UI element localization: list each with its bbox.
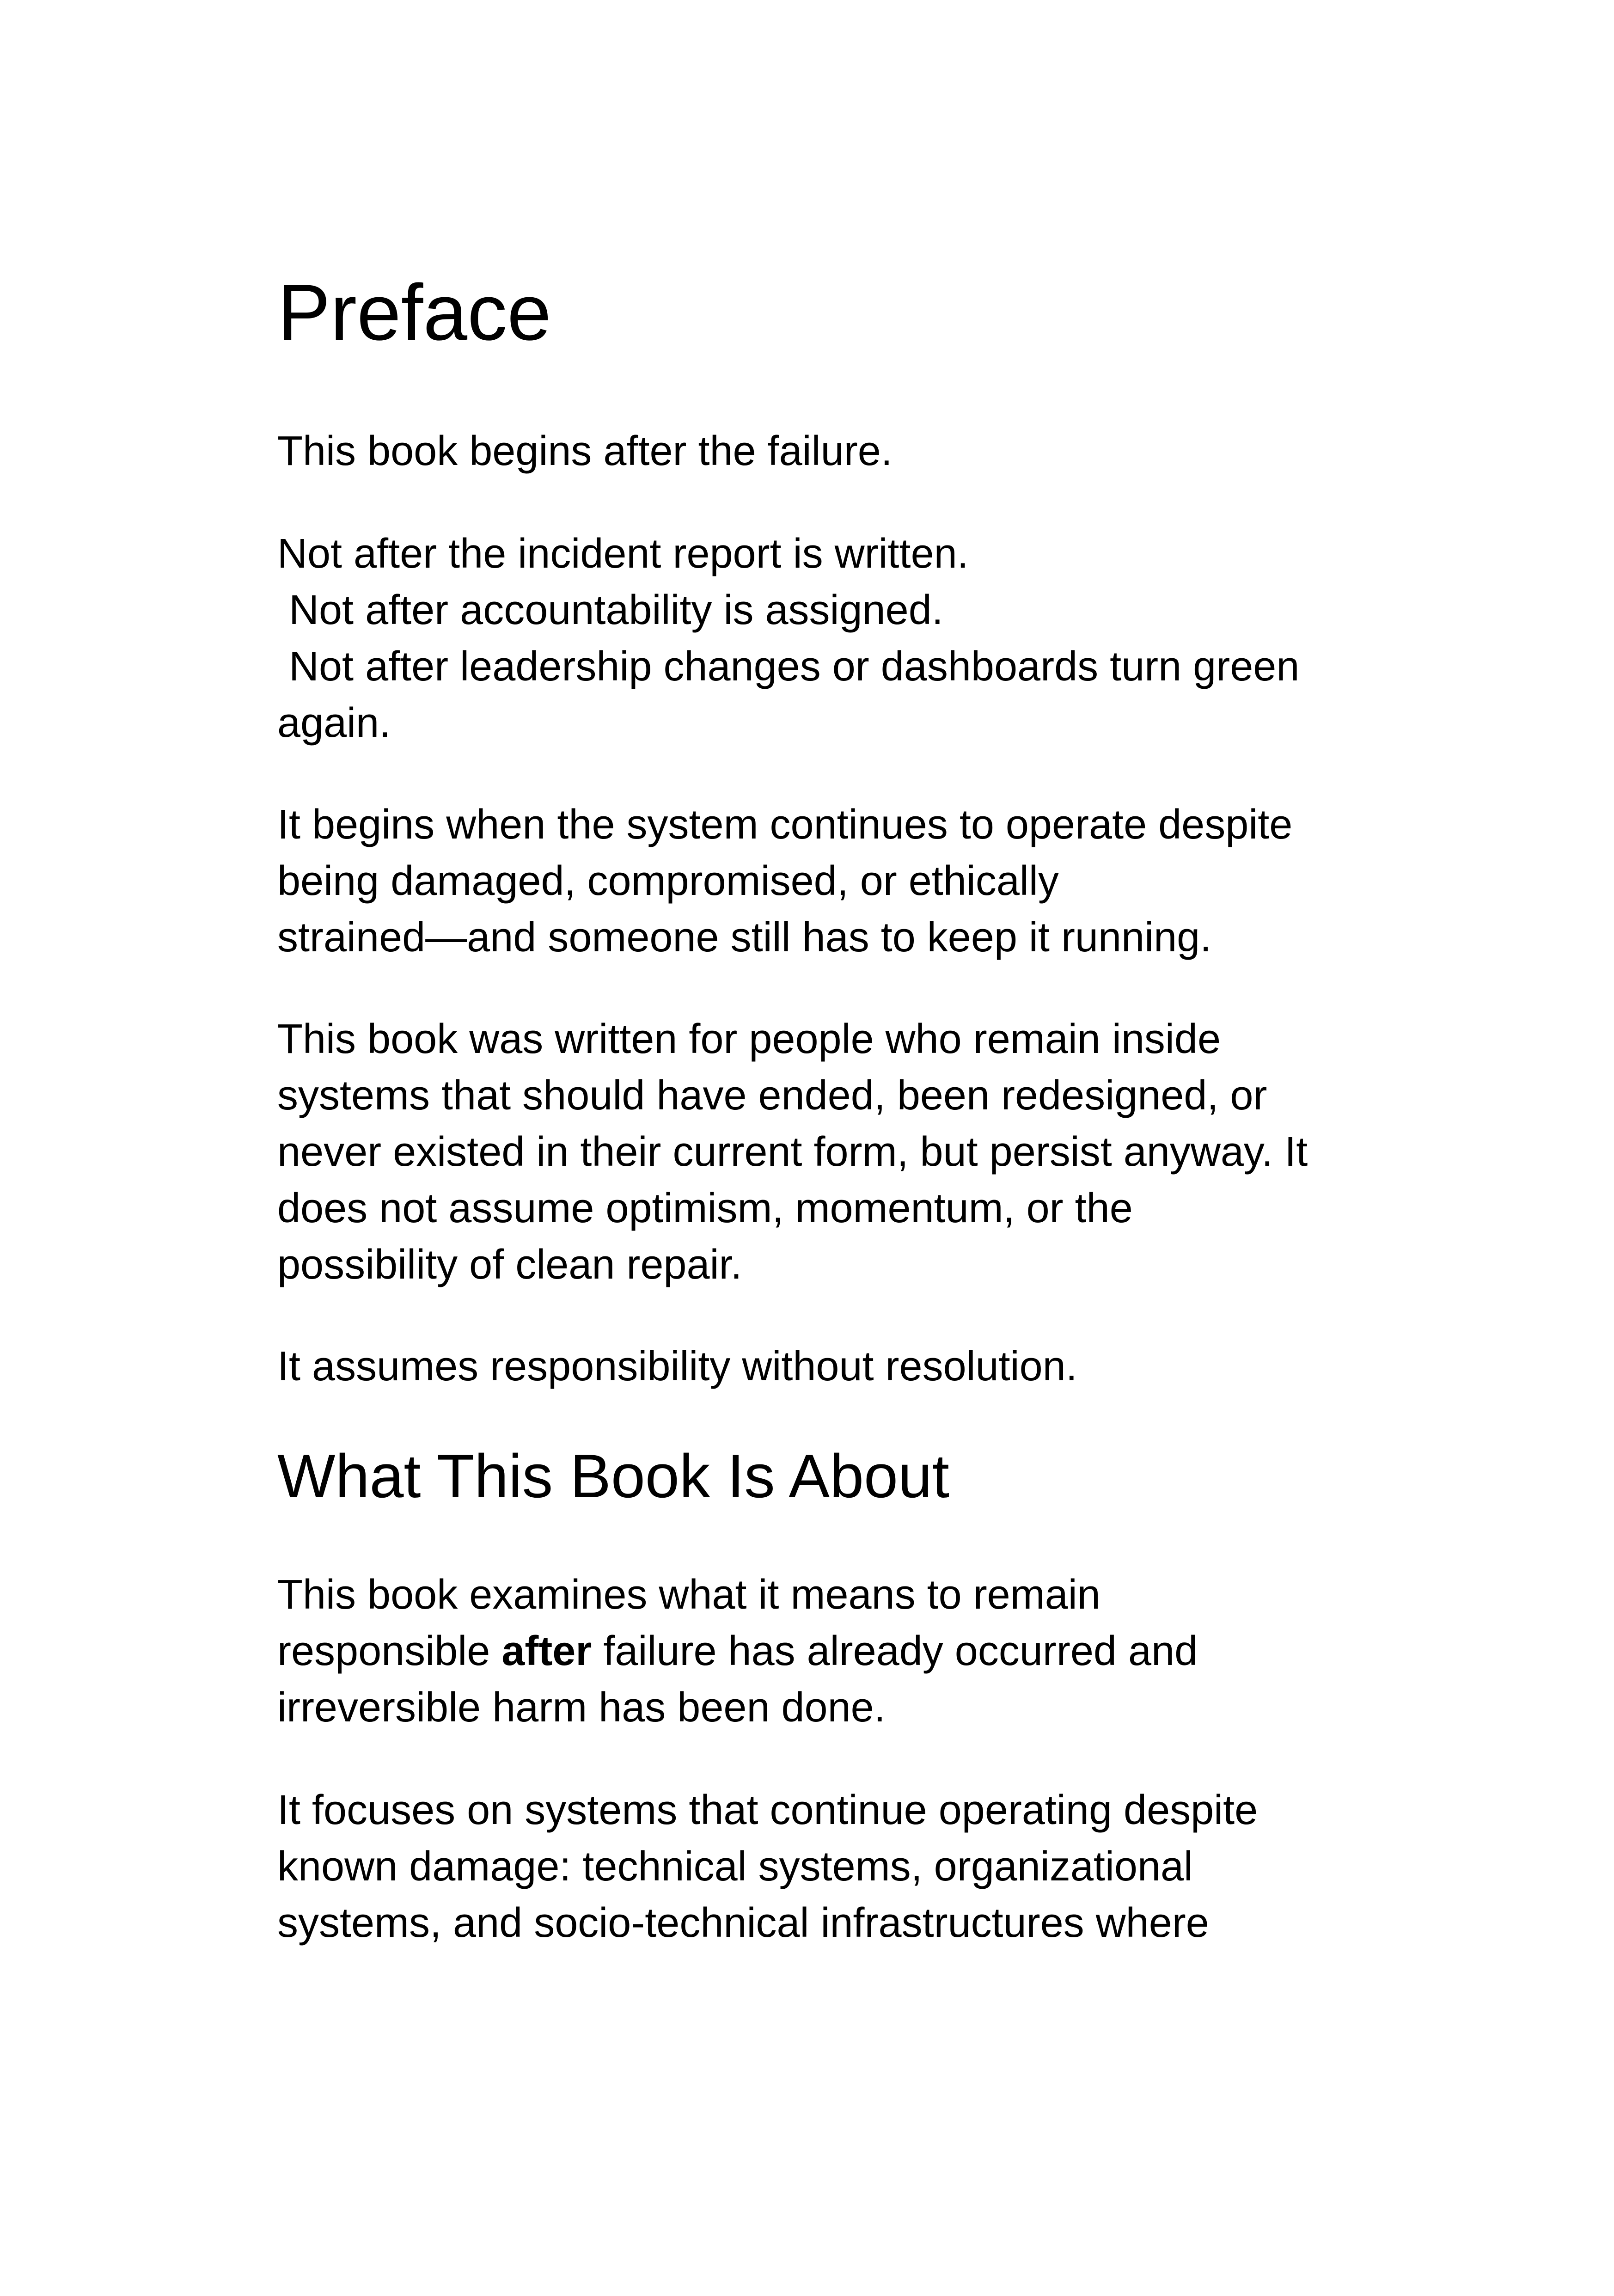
text-line: It begins when the system continues to operate despite — [277, 802, 1293, 848]
preface-heading: Preface — [277, 268, 551, 357]
text-line: irreversible harm has been done. — [277, 1684, 886, 1731]
text-line: being damaged, compromised, or ethically — [277, 858, 1059, 904]
text-line: known damage: technical systems, organizational — [277, 1843, 1193, 1890]
text-line: This book examines what it means to remain — [277, 1572, 1100, 1618]
text-run: failure has already occurred and — [592, 1628, 1198, 1674]
text-line: does not assume optimism, momentum, or the — [277, 1185, 1133, 1231]
text-line: systems, and socio-technical infrastructures where — [277, 1900, 1209, 1946]
text-line: Not after leadership changes or dashboards turn green — [277, 643, 1300, 690]
paragraph — [277, 526, 1299, 751]
text-line: Not after the incident report is written. — [277, 531, 969, 577]
text-line: It focuses on systems that continue operating despite — [277, 1787, 1258, 1833]
text-line: This book was written for people who remain inside — [277, 1016, 1221, 1062]
text-line: It assumes responsibility without resolution. — [277, 1343, 1077, 1390]
text-line: possibility of clean repair. — [277, 1242, 742, 1288]
text-line: strained—and someone still has to keep it running. — [277, 914, 1212, 961]
paragraph — [277, 1567, 1198, 1736]
text-line: This book begins after the failure. — [277, 428, 893, 474]
section-heading: What This Book Is About — [277, 1442, 949, 1511]
text-line — [277, 1623, 1198, 1679]
paragraph — [277, 423, 893, 479]
paragraph — [277, 1338, 1077, 1395]
paragraph — [277, 1011, 1308, 1293]
text-line: never existed in their current form, but persist anyway. It — [277, 1129, 1308, 1175]
text-line: again. — [277, 700, 391, 746]
bold-emphasis: after — [501, 1628, 592, 1674]
paragraph — [277, 796, 1292, 966]
paragraph — [277, 1782, 1258, 1951]
text-line: systems that should have ended, been redesigned, or — [277, 1072, 1267, 1119]
text-line: Not after accountability is assigned. — [277, 587, 943, 633]
text-run: responsible — [277, 1628, 502, 1674]
